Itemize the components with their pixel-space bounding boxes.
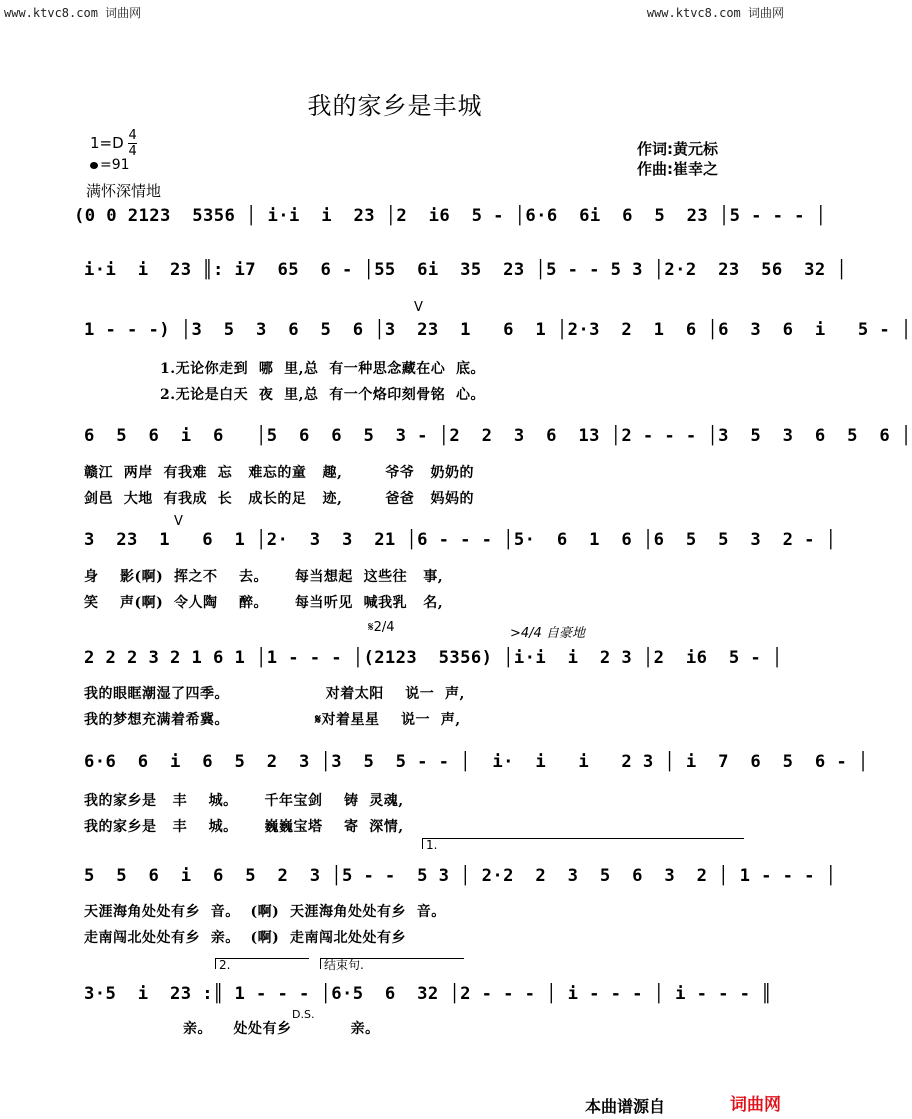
score-row-4 [84, 418, 912, 458]
notes-row-5: 3 23 1 6 1 │2· 3 3 21 │6 - - - │5· 6 1 6 │6 5 5 3 2 - │ [84, 530, 837, 550]
expression-marking: 满怀深情地 [86, 182, 162, 200]
score-row-6 [84, 640, 783, 680]
breath-mark-2: V [174, 514, 183, 529]
score-row-5 [84, 514, 837, 562]
song-title: 我的家乡是丰城 [307, 92, 483, 120]
notes-row-1: (0 0 2123 5356 │ i·i i 23 │2 i6 5 - │6·6 6i 6 5 23 │5 - - - │ [74, 206, 827, 226]
notes-row-6: 2 2 2 3 2 1 6 1 │1 - - - │(2123 5356) │i·i i 2 3 │2 i6 5 - │ [84, 648, 783, 668]
score-row-2 [84, 252, 848, 292]
lyrics-row-6-verse-2: 我的梦想充满着希冀。 𝄋对着星星 说一 声, [84, 712, 461, 728]
segno-mark [368, 620, 395, 635]
tempo-marking [90, 157, 130, 173]
quarter-note-icon [90, 162, 98, 169]
notes-row-8: 5 5 6 i 6 5 2 3 │5 - - 5 3 │ 2·2 2 3 5 6 3 2 │ 1 - - - │ [84, 866, 837, 886]
notes-row-4: 6 5 6 i 6 │5 6 6 5 3 - │2 2 3 6 13 │2 - - - │3 5 3 6 5 6 │ [84, 426, 912, 446]
composer: 作曲:崔幸之 [637, 160, 718, 178]
volta-1: 1. [422, 838, 744, 849]
notes-row-9: 3·5 i 23 :║ 1 - - - │6·5 6 32 │2 - - - │ i - - - │ i - - - ║ [84, 984, 772, 1004]
lyrics-row-7-verse-1: 我的家乡是 丰 城。 千年宝剑 铸 灵魂, [84, 793, 404, 809]
volta-2: 2. [215, 958, 309, 969]
score-row-9 [84, 976, 772, 1016]
watermark-left: www.ktvc8.com 词曲网 [4, 6, 142, 20]
lyrics-row-8-verse-2: 走南闯北处处有乡 亲。 (啊) 走南闯北处处有乡 [84, 930, 406, 946]
lyrics-row-3-verse-2: 2.无论是白天 夜 里,总 有一个烙印刻骨铭 心。 [160, 387, 485, 403]
coda-label: 结束句. [320, 958, 464, 969]
site-logo[interactable]: 词曲网 [730, 1095, 781, 1115]
score-row-3 [84, 300, 912, 352]
lyrics-row-4-verse-1: 赣江 两岸 有我难 忘 难忘的童 趣, 爷爷 奶奶的 [84, 465, 474, 481]
lyrics-row-7-verse-2: 我的家乡是 丰 城。 巍巍宝塔 寄 深情, [84, 819, 404, 835]
source-credit: 本曲谱源自 [585, 1097, 666, 1116]
watermark-right: www.ktvc8.com 词曲网 [646, 6, 784, 20]
lyrics-row-5-verse-1: 身 影(啊) 挥之不 去。 每当想起 这些往 事, [84, 569, 444, 585]
time-change-mark: >4/4 自豪地 [510, 626, 585, 641]
lyrics-row-3-verse-1: 1.无论你走到 哪 里,总 有一种思念藏在心 底。 [160, 361, 485, 377]
score-row-8 [84, 858, 837, 898]
time-signature [128, 128, 136, 159]
lyrics-row-8-verse-1: 天涯海角处处有乡 音。 (啊) 天涯海角处处有乡 音。 [84, 904, 446, 920]
lyrics-row-5-verse-2: 笑 声(啊) 令人陶 醉。 每当听见 喊我乳 名, [84, 595, 444, 611]
breath-mark: V [414, 300, 423, 315]
key-signature [90, 128, 137, 159]
segno-time: 2/4 [373, 620, 395, 635]
key-label: 1=D [90, 134, 124, 152]
segno-symbol: 𝄋 [368, 620, 374, 635]
lyrics-row-4-verse-2: 剑邑 大地 有我成 长 成长的足 迹, 爸爸 妈妈的 [84, 491, 474, 507]
lyricist: 作词:黄元标 [637, 140, 718, 158]
lyrics-row-6-verse-1: 我的眼眶潮湿了四季。 对着太阳 说一 声, [84, 686, 465, 702]
time-bottom: 4 [128, 144, 137, 159]
score-row-7 [84, 744, 869, 784]
notes-row-3: 1 - - -) │3 5 3 6 5 6 │3 23 1 6 1 │2·3 2 1 6 │6 3 6 i 5 - │ [84, 320, 912, 340]
score-row-1 [74, 198, 827, 238]
notes-row-2: i·i i 23 ║: i7 65 6 - │55 6i 35 23 │5 - - 5 3 │2·2 23 56 32 │ [84, 260, 848, 280]
notes-row-7: 6·6 6 i 6 5 2 3 │3 5 5 - - │ i· i i 2 3 │ i 7 6 5 6 - │ [84, 752, 869, 772]
tempo-value: =91 [100, 157, 130, 173]
lyrics-row-9: 亲。 处处有乡 亲。 [140, 1021, 380, 1037]
ds-mark: D.S. [292, 1008, 315, 1021]
time-top: 4 [128, 128, 137, 143]
